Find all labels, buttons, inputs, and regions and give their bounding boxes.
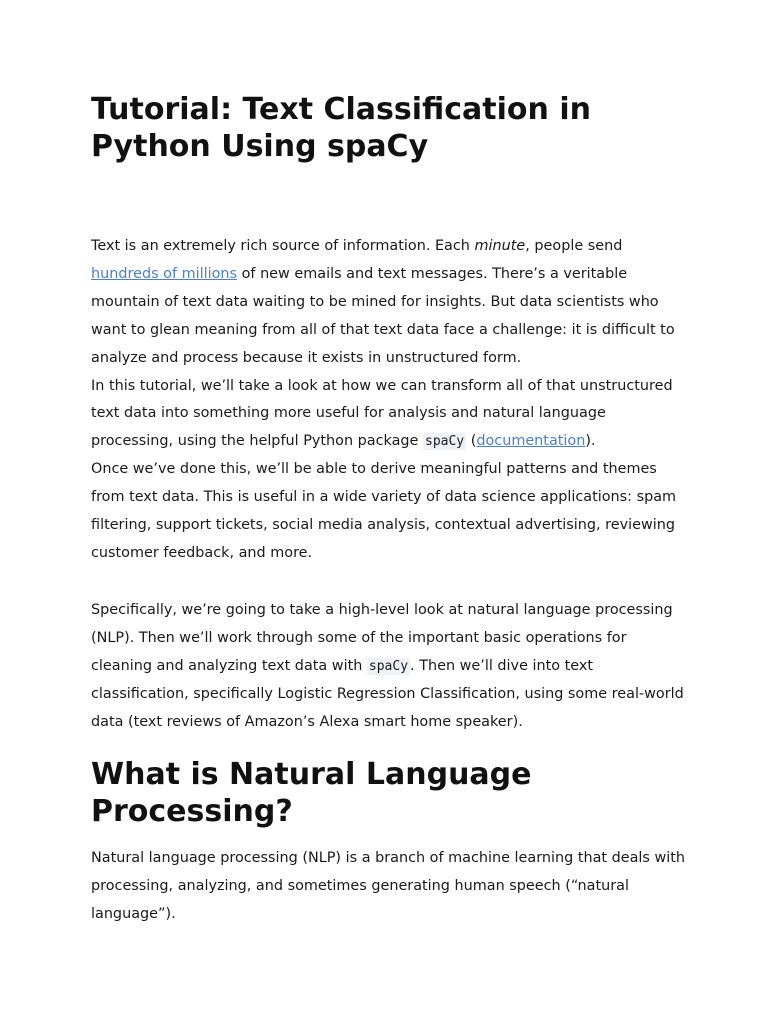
inline-code-spacy: spaCy (368, 658, 409, 674)
intro-paragraph-3: Once we’ve done this, we’ll be able to derive meaningful patterns and themes from text data. This is useful in a wide variety of data science applications: spam filtering, support tickets, social media analysis, contextual advertising, reviewing customer feedback, and more. (91, 461, 677, 561)
emphasis-minute: minute (474, 238, 526, 254)
text-span: Text is an extremely rich source of information. Each (91, 238, 475, 254)
hundreds-of-millions-link[interactable]: hundreds of millions (91, 265, 238, 282)
text-span: In this tutorial, we’ll take a look at how we can transform all of that unstructured text data into something more useful for analysis and natural language processing, using the helpful Python package (91, 377, 673, 450)
overview-paragraph (91, 597, 691, 737)
documentation-link[interactable]: documentation (476, 433, 586, 450)
text-span: ). (585, 433, 596, 450)
nlp-section (91, 845, 691, 929)
section-heading-nlp: What is Natural Language Processing? (91, 757, 532, 829)
intro-section (91, 233, 691, 568)
text-span: ( (466, 433, 477, 450)
nlp-paragraph-1: Natural language processing (NLP) is a branch of machine learning that deals with processing, analyzing, and sometimes generating human speech (“natural language”). (91, 850, 686, 922)
text-span: , people send (525, 238, 623, 254)
text-span: Specifically, we’re going to take a high-level look at natural language processing (NLP). Then we’ll work through some of the important basic operations for cleaning and analyzing text data with (91, 602, 673, 674)
page-title: Tutorial: Text Classification in Python Using spaCy (91, 92, 591, 164)
text-span: . Then we’ll dive into text classification, specifically Logistic Regression Classification, using some real-world data (text reviews of Amazon’s Alexa smart home speaker). (91, 657, 684, 730)
overview-section (91, 597, 691, 737)
intro-paragraph-1 (91, 233, 691, 373)
intro-paragraph-2 (91, 373, 691, 457)
text-span: of new emails and text messages. There’s a veritable mountain of text data waiting to be mined for insights. But data scientists who want to glean meaning from all of that text data face a challenge: it is difficult to analyze and process because it exists in unstructured form. (91, 265, 675, 366)
inline-code-spacy: spaCy (425, 434, 465, 450)
